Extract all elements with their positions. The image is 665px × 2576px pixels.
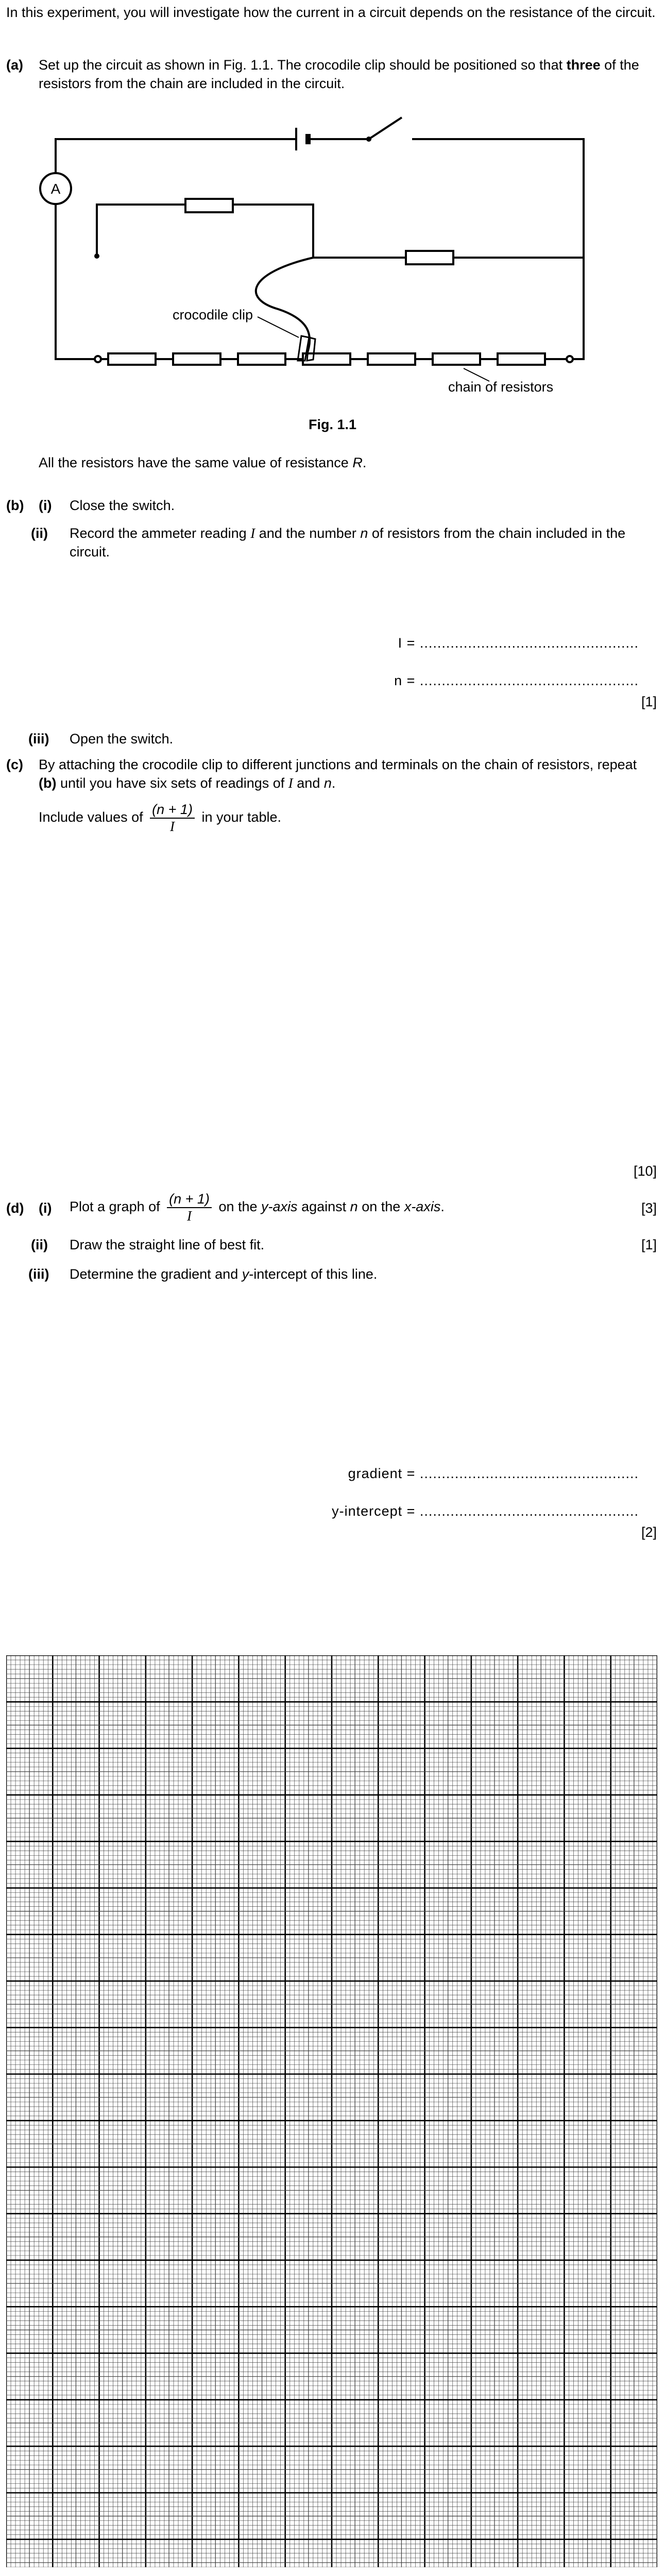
part-d-ii-label: (ii)	[31, 1237, 48, 1252]
part-d-ii-mark: [1]	[641, 1237, 657, 1252]
chain-of-resistors-label: chain of resistors	[448, 379, 554, 395]
crocodile-clip-label: crocodile clip	[173, 307, 253, 323]
part-b-iii-text: Open the switch.	[70, 731, 174, 747]
part-d-i-label: (i)	[39, 1200, 52, 1216]
chain-terminal-left	[95, 356, 101, 362]
n-answer-line[interactable]: n = ..................................................	[394, 673, 639, 688]
part-c-text: By attaching the crocodile clip to different junctions and terminals on the chain of resistors, repeat (b) until you have six sets of readings of I and n.	[39, 757, 637, 791]
y-intercept-answer-line[interactable]: y-intercept = ..................................................	[332, 1503, 639, 1519]
ammeter-label: A	[50, 181, 61, 197]
junction-left	[95, 255, 98, 258]
part-b-ii-label: (ii)	[31, 526, 48, 541]
part-d-iii-text: Determine the gradient and y-intercept of this line.	[70, 1266, 378, 1282]
part-a-label: (a)	[6, 57, 23, 73]
top-wire-right	[412, 139, 584, 359]
part-b-i-text: Close the switch.	[70, 498, 175, 513]
part-d-mark: [2]	[641, 1524, 657, 1540]
chain-resistor-1	[108, 353, 156, 365]
n-plus-1-over-I-fraction: $\frac{(n + 1)}{I}$	[150, 802, 195, 835]
chain-resistor-2	[173, 353, 220, 365]
part-b-i-label: (i)	[39, 498, 52, 513]
part-b-iii-label: (iii)	[28, 731, 49, 747]
inner-loop-left	[97, 205, 185, 256]
graph-paper-grid[interactable]	[6, 1655, 657, 2567]
chain-terminal-right	[567, 356, 573, 362]
part-b-ii-text: Record the ammeter reading I and the number n of resistors from the chain included in the circuit.	[70, 526, 626, 560]
inner-loop-right	[233, 205, 406, 258]
left-wire	[56, 204, 96, 359]
part-b-label: (b)	[6, 498, 24, 513]
part-d-iii-label: (iii)	[28, 1266, 49, 1282]
chain-resistor-6	[433, 353, 480, 365]
part-d-i-text: Plot a graph of $\frac{(n + 1)}{I}$ on the y-axis against n on the x-axis.	[70, 1191, 445, 1224]
part-a-text: Set up the circuit as shown in Fig. 1.1. The crocodile clip should be positioned so that three of the resistors from the chain are included in the circuit.	[39, 57, 639, 92]
part-d-i-mark: [3]	[641, 1200, 657, 1216]
crocodile-clip-jaw-2	[307, 337, 315, 361]
crocodile-label-leader	[258, 317, 299, 337]
top-wire-left	[56, 139, 296, 184]
part-c-label: (c)	[6, 757, 23, 772]
I-answer-line[interactable]: I = ..................................................	[398, 635, 639, 651]
part-b-mark: [1]	[641, 694, 657, 709]
chain-resistor-5	[368, 353, 415, 365]
part-d-label: (d)	[6, 1200, 24, 1216]
circuit-diagram	[0, 103, 665, 412]
gradient-answer-line[interactable]: gradient = ..................................................	[348, 1466, 639, 1481]
resistor-right	[406, 251, 453, 264]
crocodile-lead	[256, 258, 313, 355]
part-c-include: Include values of $\frac{(n + 1)}{I}$ in your table.	[39, 802, 282, 835]
switch-blade	[369, 117, 402, 139]
part-d-ii-text: Draw the straight line of best fit.	[70, 1237, 265, 1252]
resistor-top	[185, 199, 233, 212]
figure-caption: Fig. 1.1	[308, 417, 357, 432]
chain-resistor-3	[238, 353, 285, 365]
part-c-mark: [10]	[633, 1163, 657, 1179]
chain-resistor-4	[303, 353, 350, 365]
resistors-note: All the resistors have the same value of resistance R.	[39, 455, 367, 470]
intro-text: In this experiment, you will investigate how the current in a circuit depends on the resistance of the circuit.	[6, 5, 656, 20]
chain-resistor-7	[498, 353, 545, 365]
